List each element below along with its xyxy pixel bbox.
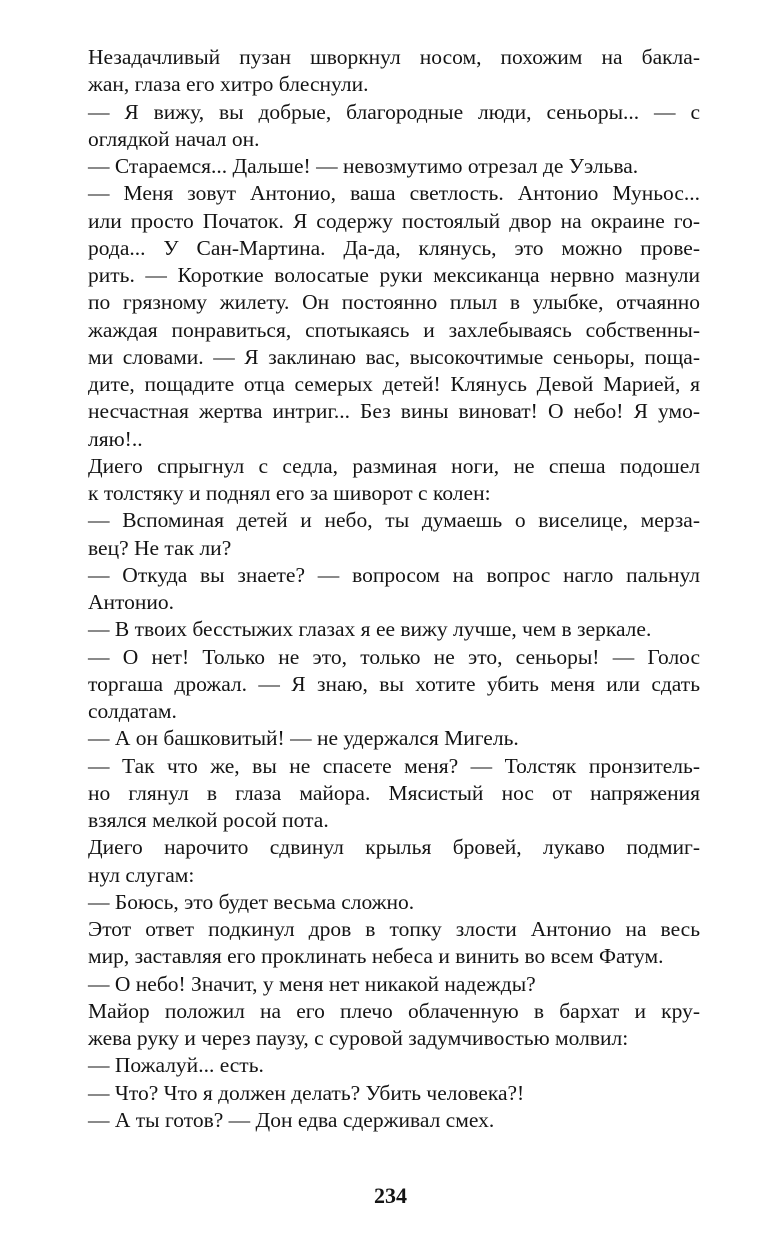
text-line: рить. — Короткие волосатые руки мексиканца нервно мазнули (88, 263, 700, 287)
text-line: — Меня зовут Антонио, ваша светлость. Антонио Муньос... (88, 181, 700, 206)
text-line: жан, глаза его хитро блеснули. (88, 72, 369, 97)
text-line: — Я вижу, вы добрые, благородные люди, сеньоры... — с (88, 99, 700, 124)
text-line: жаждая понравиться, спотыкаясь и захлебываясь собственны- (88, 317, 700, 342)
text-line: Этот ответ подкинул дров в топку злости Антонио на весь (88, 917, 700, 941)
text-line: торгаша дрожал. — Я знаю, вы хотите убить меня или сдать (88, 671, 700, 696)
text-line: Майор положил на его плечо облаченную в бархат и кру- (88, 998, 700, 1023)
text-line: рода... У Сан-Мартина. Да-да, клянусь, это можно прове- (88, 235, 700, 260)
text-line: вец? Не так ли? (88, 535, 232, 560)
text-line: — Откуда вы знаете? — вопросом на вопрос нагло пальнул (88, 562, 700, 587)
text-line: дите, пощадите отца семерых детей! Клянусь Девой Марией, я (88, 372, 700, 396)
text-line: Антонио. (88, 590, 175, 614)
text-line: — О небо! Значит, у меня нет никакой надежды? (88, 971, 536, 996)
text-line: к толстяку и поднял его за шиворот с колен: (88, 481, 491, 505)
text-line: — Вспоминая детей и небо, ты думаешь о виселице, мерза- (88, 508, 700, 533)
text-line: оглядкой начал он. (88, 126, 260, 151)
text-line: — В твоих бесстыжих глазах я ее вижу лучше, чем в зеркале. (88, 617, 652, 642)
text-line: но глянул в глаза майора. Мясистый нос от напряжения (88, 780, 700, 805)
text-line: — Боюсь, это будет весьма сложно. (88, 889, 415, 914)
text-line: — Так что же, вы не спасете меня? — Толстяк пронзитель- (88, 753, 700, 778)
text-body (88, 44, 700, 1134)
text-line: или просто Початок. Я содержу постоялый двор на окраине го- (88, 208, 700, 233)
text-line: — Что? Что я должен делать? Убить человека?! (88, 1080, 525, 1105)
text-line: — О нет! Только не это, только не это, сеньоры! — Голос (88, 644, 700, 669)
text-line: ми словами. — Я заклинаю вас, высокочтимые сеньоры, поща- (88, 344, 700, 369)
text-line: — А он башковитый! — не удержался Мигель. (88, 726, 519, 751)
page-number: 234 (374, 1183, 407, 1208)
text-line: Диего нарочито сдвинул крылья бровей, лукаво подмиг- (88, 835, 700, 860)
text-line: Незадачливый пузан шворкнул носом, похожим на бакла- (88, 45, 700, 69)
text-line: жева руку и через паузу, с суровой задумчивостью молвил: (88, 1026, 629, 1050)
text-line: — Стараемся... Дальше! — невозмутимо отрезал де Уэльва. (88, 154, 639, 178)
text-line: Диего спрыгнул с седла, разминая ноги, не спеша подошел (88, 453, 700, 478)
text-line: нул слугам: (88, 862, 195, 887)
text-line: несчастная жертва интриг... Без вины виноват! О небо! Я умо- (88, 399, 700, 424)
text-line: ляю!.. (88, 426, 143, 451)
text-line: — Пожалуй... есть. (88, 1053, 264, 1078)
text-line: мир, заставляя его проклинать небеса и винить во всем Фатум. (88, 944, 664, 969)
text-line: взялся мелкой росой пота. (88, 808, 329, 832)
text-line: по грязному жилету. Он постоянно плыл в улыбке, отчаянно (88, 290, 700, 315)
text-line: солдатам. (88, 699, 177, 723)
text-line: — А ты готов? — Дон едва сдерживал смех. (88, 1107, 495, 1132)
